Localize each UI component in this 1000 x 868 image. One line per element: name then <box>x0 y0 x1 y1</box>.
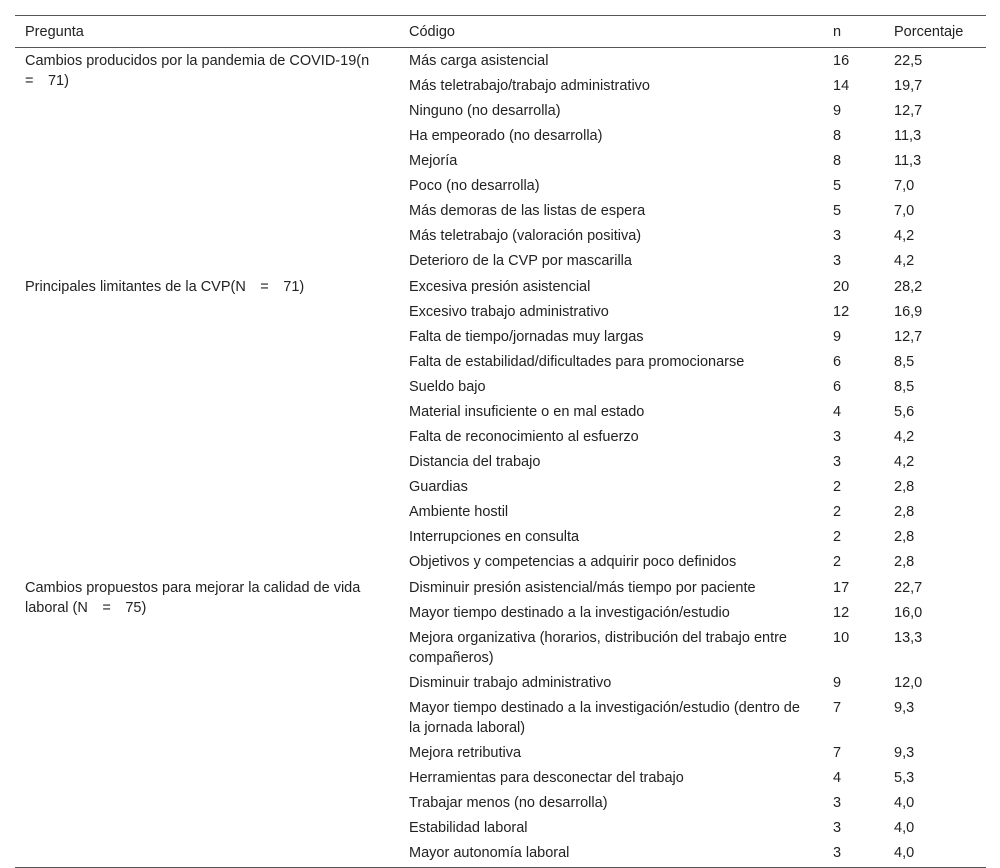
n-cell: 4 <box>833 404 842 420</box>
code-cell: Más teletrabajo (valoración positiva) <box>409 228 642 244</box>
percentage-cell: 22,7 <box>894 580 923 596</box>
percentage-cell: 11,3 <box>894 153 922 169</box>
code-cell: Guardias <box>409 479 468 495</box>
n-cell: 6 <box>833 354 842 370</box>
percentage-cell: 12,7 <box>894 329 923 345</box>
n-cell: 9 <box>833 329 842 345</box>
code-cell: Disminuir trabajo administrativo <box>409 675 612 691</box>
n-cell: 3 <box>833 429 842 445</box>
code-cell: Excesivo trabajo administrativo <box>409 304 609 320</box>
header-row <box>15 16 986 48</box>
n-cell: 5 <box>833 178 842 194</box>
header-codigo: Código <box>409 24 455 40</box>
n-cell: 9 <box>833 675 842 691</box>
code-cell: Más carga asistencial <box>409 53 549 69</box>
percentage-cell: 4,2 <box>894 253 915 269</box>
n-cell: 2 <box>833 529 842 545</box>
n-cell: 7 <box>833 700 842 716</box>
n-cell: 3 <box>833 845 842 861</box>
code-cell: Interrupciones en consulta <box>409 529 580 545</box>
code-cell: Mejoría <box>409 153 458 169</box>
code-cell: Sueldo bajo <box>409 379 486 395</box>
n-cell: 17 <box>833 580 850 596</box>
n-cell: 4 <box>833 770 842 786</box>
percentage-cell: 5,6 <box>894 404 915 420</box>
percentage-cell: 2,8 <box>894 479 915 495</box>
code-cell: Excesiva presión asistencial <box>409 279 591 295</box>
percentage-cell: 16,0 <box>894 605 923 621</box>
code-cell: Herramientas para desconectar del trabajo <box>409 770 684 786</box>
percentage-cell: 8,5 <box>894 354 915 370</box>
code-cell: Más teletrabajo/trabajo administrativo <box>409 78 650 94</box>
table-body <box>15 48 986 868</box>
percentage-cell: 22,5 <box>894 53 923 69</box>
code-cell: Mejora retributiva <box>409 745 522 761</box>
n-cell: 10 <box>833 630 850 646</box>
code-cell: Falta de reconocimiento al esfuerzo <box>409 429 639 445</box>
code-cell: Disminuir presión asistencial/más tiempo por paciente <box>409 580 756 596</box>
table-row <box>15 575 986 601</box>
percentage-cell: 11,3 <box>894 128 922 144</box>
n-cell: 3 <box>833 820 842 836</box>
code-cell: Mayor autonomía laboral <box>409 845 570 861</box>
n-cell: 2 <box>833 504 842 520</box>
percentage-cell: 16,9 <box>894 304 923 320</box>
n-cell: 3 <box>833 253 842 269</box>
n-cell: 5 <box>833 203 842 219</box>
percentage-cell: 7,0 <box>894 178 915 194</box>
percentage-cell: 9,3 <box>894 745 915 761</box>
percentage-cell: 5,3 <box>894 770 915 786</box>
n-cell: 2 <box>833 479 842 495</box>
header-pregunta: Pregunta <box>25 24 84 40</box>
percentage-cell: 2,8 <box>894 529 915 545</box>
n-cell: 9 <box>833 103 842 119</box>
header-porcentaje: Porcentaje <box>894 24 964 40</box>
code-cell: Distancia del trabajo <box>409 454 541 470</box>
percentage-cell: 2,8 <box>894 554 915 570</box>
code-cell: Mejora organizativa (horarios, distribución del trabajo entre compañeros) <box>409 630 787 666</box>
code-cell: Poco (no desarrolla) <box>409 178 540 194</box>
code-cell: Deterioro de la CVP por mascarilla <box>409 253 632 269</box>
percentage-cell: 12,7 <box>894 103 923 119</box>
survey-results-table <box>15 15 986 868</box>
percentage-cell: 19,7 <box>894 78 923 94</box>
n-cell: 12 <box>833 304 850 320</box>
n-cell: 2 <box>833 554 842 570</box>
percentage-cell: 12,0 <box>894 675 923 691</box>
code-cell: Mayor tiempo destinado a la investigación/estudio <box>409 605 730 621</box>
percentage-cell: 4,0 <box>894 845 915 861</box>
table-row <box>15 48 986 75</box>
question-cell: Cambios propuestos para mejorar la calidad de vida laboral (N = 75) <box>25 580 361 616</box>
code-cell: Material insuficiente o en mal estado <box>409 404 645 420</box>
header-n: n <box>833 24 842 40</box>
code-cell: Mayor tiempo destinado a la investigación/estudio (dentro de la jornada laboral) <box>409 700 800 736</box>
percentage-cell: 9,3 <box>894 700 915 716</box>
n-cell: 3 <box>833 795 842 811</box>
n-cell: 12 <box>833 605 850 621</box>
question-cell: Principales limitantes de la CVP(N = 71) <box>25 279 305 295</box>
code-cell: Ninguno (no desarrolla) <box>409 103 561 119</box>
code-cell: Ambiente hostil <box>409 504 509 520</box>
n-cell: 20 <box>833 279 850 295</box>
percentage-cell: 4,2 <box>894 228 915 244</box>
percentage-cell: 8,5 <box>894 379 915 395</box>
table-header <box>15 16 986 48</box>
n-cell: 3 <box>833 454 842 470</box>
n-cell: 16 <box>833 53 850 69</box>
n-cell: 3 <box>833 228 842 244</box>
percentage-cell: 13,3 <box>894 630 923 646</box>
table-row <box>15 274 986 300</box>
n-cell: 8 <box>833 128 842 144</box>
percentage-cell: 4,2 <box>894 429 915 445</box>
percentage-cell: 4,0 <box>894 820 915 836</box>
n-cell: 6 <box>833 379 842 395</box>
percentage-cell: 4,0 <box>894 795 915 811</box>
percentage-cell: 2,8 <box>894 504 915 520</box>
n-cell: 14 <box>833 78 850 94</box>
percentage-cell: 4,2 <box>894 454 915 470</box>
code-cell: Trabajar menos (no desarrolla) <box>409 795 608 811</box>
code-cell: Estabilidad laboral <box>409 820 528 836</box>
code-cell: Más demoras de las listas de espera <box>409 203 646 219</box>
code-cell: Objetivos y competencias a adquirir poco definidos <box>409 554 737 570</box>
percentage-cell: 7,0 <box>894 203 915 219</box>
code-cell: Falta de estabilidad/dificultades para promocionarse <box>409 354 745 370</box>
n-cell: 7 <box>833 745 842 761</box>
percentage-cell: 28,2 <box>894 279 923 295</box>
code-cell: Ha empeorado (no desarrolla) <box>409 128 603 144</box>
n-cell: 8 <box>833 153 842 169</box>
code-cell: Falta de tiempo/jornadas muy largas <box>409 329 644 345</box>
question-cell: Cambios producidos por la pandemia de COVID-19(n = 71) <box>25 53 384 89</box>
